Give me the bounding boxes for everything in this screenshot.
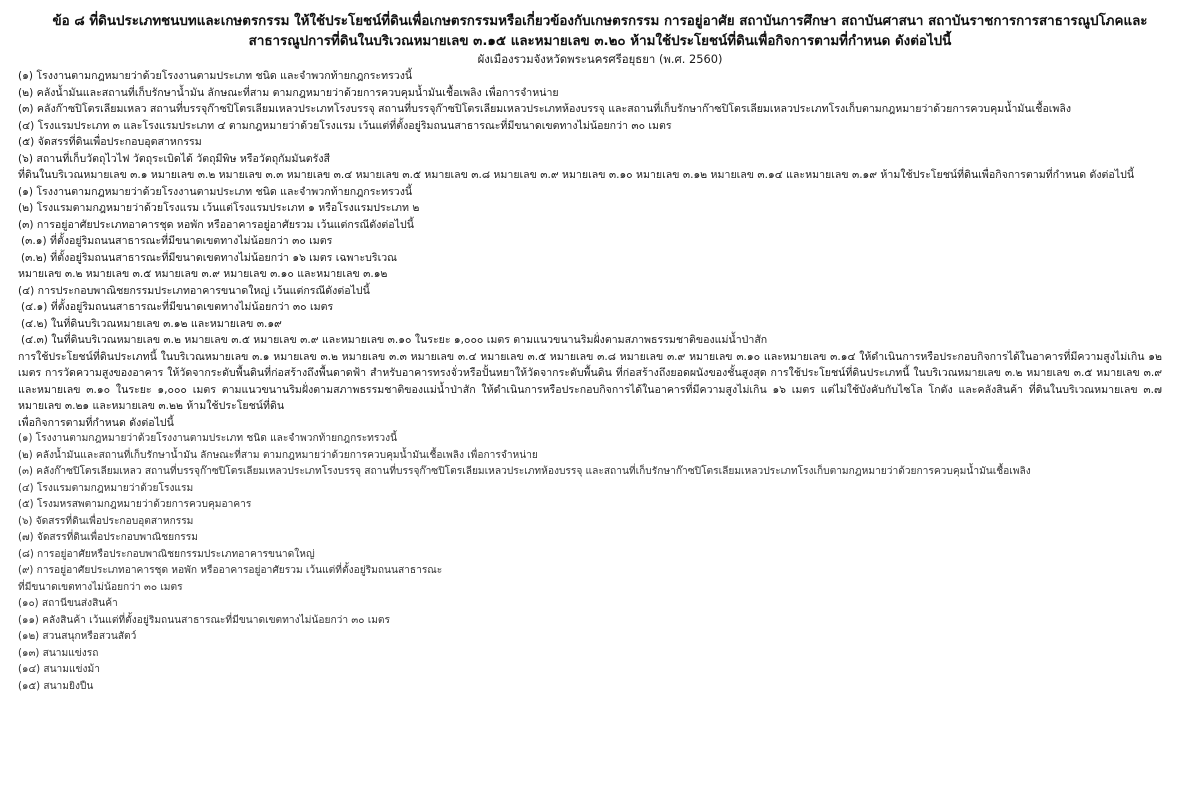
clause-line: (๑) โรงงานตามกฎหมายว่าด้วยโรงงานตามประเภท ชนิด และจำพวกท้ายกฎกระทรวงนี้ (18, 185, 413, 198)
clause-line: (๔) การประกอบพาณิชยกรรมประเภทอาคารขนาดใหญ่ เว้นแต่กรณีดังต่อไปนี้ (18, 284, 370, 297)
clause-line: หมายเลข ๓.๒ หมายเลข ๓.๕ หมายเลข ๓.๙ หมายเลข ๓.๑๐ และหมายเลข ๓.๑๒ (18, 268, 388, 280)
paragraph: การใช้ประโยชน์ที่ดินประเภทนี้ ในบริเวณหมายเลข ๓.๑ หมายเลข ๓.๒ หมายเลข ๓.๓ หมายเลข ๓.๔ หมายเลข ๓.๕ หมายเลข ๓.๘ หมายเลข ๓.๙ หมายเลข ๓.๑๐ และหมายเลข ๓.๑๔ ให้ดำเนินการหรือประกอบกิจการได้ในอาคารที่มีความสูงไม่เกิน ๑๒ เมตร การวัดความสูงของอาคาร ให้วัดจากระดับพื้นดินที่ก่อสร้างถึงพื้นดาดฟ้า สำหรับอาคารทรงจั่วหรือปั้นหยาให้วัดจากระดับพื้นดิน ที่ก่อสร้างถึงยอดผนังของชั้นสูงสุด การใช้ประโยชน์ที่ดินประเภทนี้ ในบริเวณหมายเลข ๓.๒ หมายเลข ๓.๕ หมายเลข ๓.๙ และหมายเลข ๓.๑๐ ในระยะ ๑,๐๐๐ เมตร ตามแนวขนานริมฝั่งตามสภาพธรรมชาติของแม่น้ำป่าสัก ให้ดำเนินการหรือประกอบกิจการได้ในอาคารที่มีความสูงไม่เกิน ๑๖ เมตร แต่ไม่ใช้บังคับกับไซโล โกดัง และคลังสินค้า ที่ดินในบริเวณหมายเลข ๓.๗ หมายเลข ๓.๒๑ และหมายเลข ๓.๒๒ ห้ามใช้ประโยชน์ที่ดิน (18, 350, 1162, 412)
clause-line: (๔) โรงแรมตามกฎหมายว่าด้วยโรงแรม (18, 482, 194, 494)
sub-clause-line: (๔.๑) ที่ตั้งอยู่ริมถนนสาธารณะที่มีขนาดเขตทางไม่น้อยกว่า ๓๐ เมตร (21, 301, 334, 313)
clause-line: (๓) การอยู่อาศัยประเภทอาคารชุด หอพัก หรืออาคารอยู่อาศัยรวม เว้นแต่กรณีดังต่อไปนี้ (18, 218, 414, 231)
clause-line: (๑๕) สนามยิงปืน (18, 680, 94, 692)
sub-clause-line: (๔.๒) ในที่ดินบริเวณหมายเลข ๓.๑๒ และหมายเลข ๓.๑๙ (21, 317, 282, 330)
clause-line: (๑๑) คลังสินค้า เว้นแต่ที่ตั้งอยู่ริมถนนสาธารณะที่มีขนาดเขตทางไม่น้อยกว่า ๓๐ เมตร (18, 614, 391, 626)
clause-line: (๗) จัดสรรที่ดินเพื่อประกอบพาณิชยกรรม (18, 532, 198, 543)
paragraph: เพื่อกิจการตามที่กำหนด ดังต่อไปนี้ (18, 416, 174, 429)
document-subtitle: ผังเมืองรวมจังหวัดพระนครศรีอยุธยา (พ.ศ. 2560) (477, 52, 723, 66)
clause-line: (๒) คลังน้ำมันและสถานที่เก็บรักษาน้ำมัน ลักษณะที่สาม ตามกฎหมายว่าด้วยการควบคุมน้ำมันเชื้อเพลิง เพื่อการจำหน่าย (18, 86, 559, 99)
sub-clause-line: (๓.๒) ที่ตั้งอยู่ริมถนนสาธารณะที่มีขนาดเขตทางไม่น้อยกว่า ๑๖ เมตร เฉพาะบริเวณ (21, 251, 397, 264)
clause-line: (๒) คลังน้ำมันและสถานที่เก็บรักษาน้ำมัน ลักษณะที่สาม ตามกฎหมายว่าด้วยการควบคุมน้ำมันเชื้อเพลิง เพื่อการจำหน่าย (18, 449, 538, 461)
sub-clause-line: (๓.๑) ที่ตั้งอยู่ริมถนนสาธารณะที่มีขนาดเขตทางไม่น้อยกว่า ๓๐ เมตร (21, 235, 333, 247)
clause-line: (๙) การอยู่อาศัยประเภทอาคารชุด หอพัก หรืออาคารอยู่อาศัยรวม เว้นแต่ที่ตั้งอยู่ริมถนนสาธารณะ (18, 565, 443, 576)
clause-line: (๓) คลังก๊าซปิโตรเลียมเหลว สถานที่บรรจุก๊าซปิโตรเลียมเหลวประเภทโรงบรรจุ สถานที่บรรจุก๊าซปิโตรเลียมเหลวประเภทห้องบรรจุ และสถานที่เก็บรักษาก๊าซปิโตรเลียมเหลวประเภทโรงเก็บตามกฎหมายว่าด้วยการควบคุมน้ำมันเชื้อเพลิง (18, 103, 1072, 115)
clause-line: (๖) จัดสรรที่ดินเพื่อประกอบอุตสาหกรรม (18, 515, 194, 527)
clause-line: (๑๔) สนามแข่งม้า (18, 664, 100, 675)
clause-line: (๑๒) สวนสนุกหรือสวนสัตว์ (18, 631, 137, 642)
clause-line: (๑) โรงงานตามกฎหมายว่าด้วยโรงงานตามประเภท ชนิด และจำพวกท้ายกฎกระทรวงนี้ (18, 433, 398, 444)
clause-line: (๒) โรงแรมตามกฎหมายว่าด้วยโรงแรม เว้นแต่โรงแรมประเภท ๑ หรือโรงแรมประเภท ๒ (18, 202, 420, 214)
document-body (18, 68, 1162, 695)
clause-line: (๔) โรงแรมประเภท ๓ และโรงแรมประเภท ๔ ตามกฎหมายว่าด้วยโรงแรม เว้นแต่ที่ตั้งอยู่ริมถนนสาธารณะที่มีขนาดเขตทางไม่น้อยกว่า ๓๐ เมตร (18, 119, 672, 132)
clause-line: (๑) โรงงานตามกฎหมายว่าด้วยโรงงานตามประเภท ชนิด และจำพวกท้ายกฎกระทรวงนี้ (18, 70, 413, 82)
clause-line: (๕) โรงมหรสพตามกฎหมายว่าด้วยการควบคุมอาคาร (18, 499, 252, 510)
clause-line: (๓) คลังก๊าซปิโตรเลียมเหลว สถานที่บรรจุก๊าซปิโตรเลียมเหลวประเภทโรงบรรจุ สถานที่บรรจุก๊าซปิโตรเลียมเหลวประเภทห้องบรรจุ และสถานที่เก็บรักษาก๊าซปิโตรเลียมเหลวประเภทโรงเก็บตามกฎหมายว่าด้วยการควบคุมน้ำมันเชื้อเพลิง (18, 466, 1031, 477)
clause-line: (๑๓) สนามแข่งรถ (18, 647, 99, 659)
clause-line: ที่มีขนาดเขตทางไม่น้อยกว่า ๓๐ เมตร (18, 581, 183, 593)
document-title: ข้อ ๘ ที่ดินประเภทชนบทและเกษตรกรรม ให้ใช้ประโยชน์ที่ดินเพื่อเกษตรกรรมหรือเกี่ยวข้องกับเกษตรกรรม การอยู่อาศัย สถาบันการศึกษา สถาบันศาสนา สถาบันราชการการสาธารณูปโภคและสาธารณูปการที่ดินในบริเวณหมายเลข ๓.๑๕ และหมายเลข ๓.๒๐ ห้ามใช้ประโยชน์ที่ดินเพื่อกิจการตามที่กำหนด ดังต่อไปนี้ (52, 14, 1148, 49)
clause-line: (๖) สถานที่เก็บวัตถุไวไฟ วัตถุระเบิดได้ วัตถุมีพิษ หรือวัตถุกัมมันตรังสี (18, 152, 330, 165)
clause-line: (๕) จัดสรรที่ดินเพื่อประกอบอุตสาหกรรม (18, 136, 202, 148)
sub-clause-line: (๔.๓) ในที่ดินบริเวณหมายเลข ๓.๒ หมายเลข ๓.๕ หมายเลข ๓.๙ และหมายเลข ๓.๑๐ ในระยะ ๑,๐๐๐ เมตร ตามแนวขนานริมฝั่งตามสภาพธรรมชาติของแม่น้ำป่าสัก (21, 334, 768, 346)
clause-line: (๘) การอยู่อาศัยหรือประกอบพาณิชยกรรมประเภทอาคารขนาดใหญ่ (18, 548, 315, 560)
paragraph: ที่ดินในบริเวณหมายเลข ๓.๑ หมายเลข ๓.๒ หมายเลข ๓.๓ หมายเลข ๓.๔ หมายเลข ๓.๕ หมายเลข ๓.๘ หมายเลข ๓.๙ หมายเลข ๓.๑๐ หมายเลข ๓.๑๒ หมายเลข ๓.๑๔ และหมายเลข ๓.๑๙ ห้ามใช้ประโยชน์ที่ดินเพื่อกิจการตามที่กำหนด ดังต่อไปนี้ (18, 169, 1135, 181)
clause-line: (๑๐) สถานีขนส่งสินค้า (18, 598, 118, 609)
